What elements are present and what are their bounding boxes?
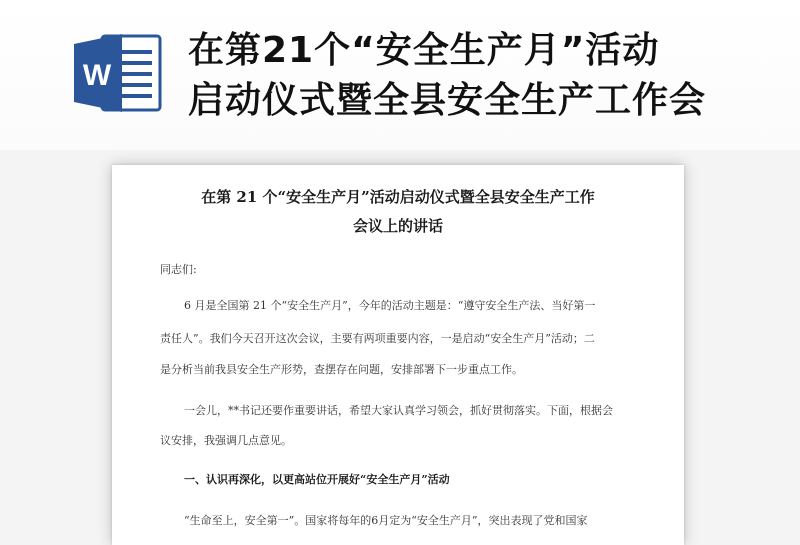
- paragraph-1-line-2: 责任人”。我们今天召开这次会议，主要有两项重要内容，一是启动“安全生产月”活动；二: [160, 332, 595, 345]
- paragraph-1-line-3: 是分析当前我县安全生产形势，查摆存在问题，安排部署下一步重点工作。: [160, 363, 523, 376]
- paragraph-2-line-1: 一会儿，**书记还要作重要讲话，希望大家认真学习领会，抓好贯彻落实。下面，根据会: [184, 404, 613, 417]
- header-title-line-1: 在第21个“安全生产月”活动: [188, 30, 660, 71]
- document-page: [112, 165, 684, 545]
- paragraph-1-line-1: 6 月是全国第 21 个“安全生产月”，今年的活动主题是：“遵守安全生产法、当好第一: [184, 299, 596, 312]
- word-document-icon: [72, 30, 164, 116]
- greeting: 同志们:: [160, 263, 197, 276]
- header-title: [188, 26, 788, 126]
- paragraph-3-line-1: “生命至上，安全第一”。国家将每年的6月定为“安全生产月”，突出表现了党和国家: [184, 514, 588, 527]
- document-title: [112, 183, 684, 241]
- paragraph-2-line-2: 议安排，我强调几点意见。: [160, 434, 292, 447]
- header-title-line-2: 启动仪式暨全县安全生产工作会: [188, 80, 707, 121]
- svg-text:W: W: [82, 59, 112, 92]
- document-title-line-1: 在第 21 个“安全生产月”活动启动仪式暨全县安全生产工作: [201, 188, 595, 206]
- document-title-line-2: 会议上的讲话: [352, 217, 443, 235]
- section-1-heading: 一、认识再深化，以更高站位开展好“安全生产月”活动: [184, 473, 450, 486]
